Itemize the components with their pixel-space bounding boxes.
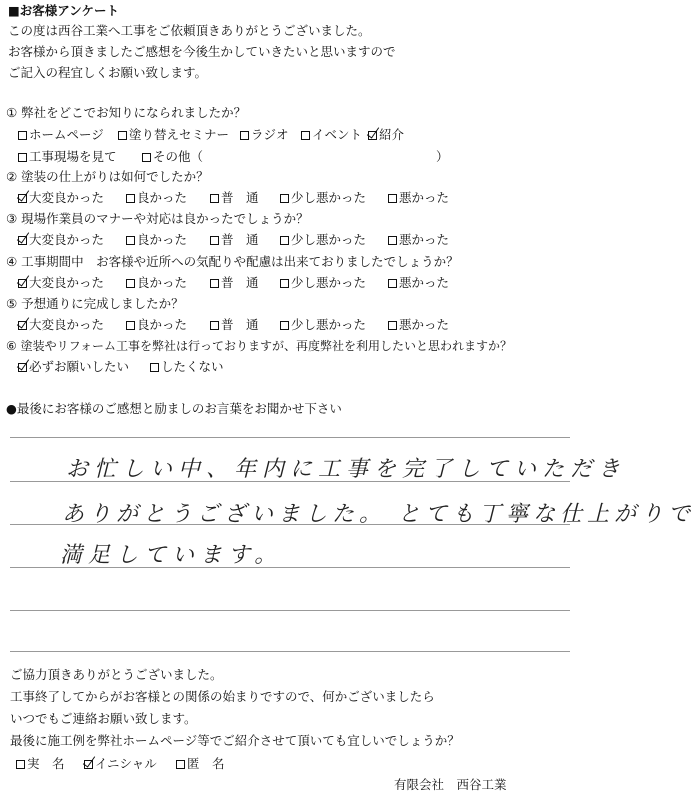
question-3: ③ 現場作業員のマナーや対応は良かったでしょうか？ (6, 211, 309, 226)
option-good[interactable]: 良かった (126, 316, 187, 334)
option-radio[interactable]: ラジオ (240, 126, 289, 144)
option-slightly-bad[interactable]: 少し悪かった (280, 274, 366, 292)
closing-line-1: ご協力頂きありがとうございました。 (10, 667, 223, 682)
handwritten-comment-line-1: お忙しい中、年内に工事を完了していただき (66, 457, 627, 482)
option-good[interactable]: 良かった (126, 189, 187, 207)
checkbox-checked[interactable] (84, 760, 93, 769)
checkbox[interactable] (176, 760, 185, 769)
checkbox[interactable] (16, 760, 25, 769)
checkbox[interactable] (126, 321, 135, 330)
option-bad[interactable]: 悪かった (388, 274, 449, 292)
checkbox[interactable] (150, 363, 159, 372)
closing-line-2: 工事終了してからがお客様との関係の始まりですので、何かございましたら (10, 689, 435, 704)
option-very-good[interactable]: 大変良かった (18, 231, 104, 249)
comment-rule (10, 651, 570, 652)
checkbox[interactable] (210, 236, 219, 245)
handwritten-comment-line-3: 満足しています。 (60, 543, 283, 568)
checkbox[interactable] (388, 194, 397, 203)
checkbox[interactable] (388, 236, 397, 245)
checkbox[interactable] (280, 321, 289, 330)
option-bad[interactable]: 悪かった (388, 231, 449, 249)
checkbox[interactable] (126, 236, 135, 245)
checkbox[interactable] (126, 194, 135, 203)
survey-title: ■お客様アンケート (8, 3, 120, 18)
question-6: ⑥ 塗装やリフォーム工事を弊社は行っておりますが、再度弊社を利用したいと思われますか？ (6, 339, 512, 353)
checkbox[interactable] (18, 153, 27, 162)
intro-line-2: お客様から頂きましたご感想を今後生かしていきたいと思いますので (8, 44, 396, 59)
option-other-close-paren: ） (436, 149, 449, 164)
checkbox[interactable] (301, 131, 310, 140)
option-homepage[interactable]: ホームページ (18, 126, 104, 144)
option-average[interactable]: 普 通 (210, 231, 259, 249)
option-very-good[interactable]: 大変良かった (18, 189, 104, 207)
checkbox[interactable] (240, 131, 249, 140)
option-very-good[interactable]: 大変良かった (18, 274, 104, 292)
question-1: ① 弊社をどこでお知りになられましたか？ (6, 105, 247, 120)
comment-rule (10, 610, 570, 611)
option-referral[interactable]: 紹介 (368, 126, 404, 144)
checkbox[interactable] (280, 194, 289, 203)
checkbox[interactable] (118, 131, 127, 140)
option-average[interactable]: 普 通 (210, 274, 259, 292)
checkbox[interactable] (142, 153, 151, 162)
closing-line-4: 最後に施工例を弊社ホームページ等でご紹介させて頂いても宜しいでしょうか？ (10, 733, 460, 748)
checkbox-checked[interactable] (18, 194, 27, 203)
option-initials[interactable]: イニシャル (84, 755, 157, 773)
option-seminar[interactable]: 塗り替えセミナー (118, 126, 229, 144)
question-4: ④ 工事期間中 お客様や近所への気配りや配慮は出来ておりましたでしょうか？ (6, 254, 459, 269)
option-bad[interactable]: 悪かった (388, 316, 449, 334)
intro-line-3: ご記入の程宜しくお願い致します。 (8, 65, 208, 80)
option-slightly-bad[interactable]: 少し悪かった (280, 316, 366, 334)
comment-rule (10, 437, 570, 438)
option-good[interactable]: 良かった (126, 274, 187, 292)
checkbox[interactable] (210, 279, 219, 288)
checkbox[interactable] (388, 279, 397, 288)
option-site-visit[interactable]: 工事現場を見て (18, 148, 117, 166)
option-anonymous[interactable]: 匿 名 (176, 755, 225, 773)
question-2: ② 塗装の仕上がりは如何でしたか？ (6, 169, 209, 184)
comments-heading: ●最後にお客様のご感想と励ましのお言葉をお聞かせ下さい (6, 401, 342, 416)
checkbox-checked[interactable] (18, 279, 27, 288)
option-very-good[interactable]: 大変良かった (18, 316, 104, 334)
checkbox-checked[interactable] (18, 363, 27, 372)
checkbox[interactable] (18, 131, 27, 140)
option-average[interactable]: 普 通 (210, 316, 259, 334)
checkbox-checked[interactable] (18, 236, 27, 245)
checkbox[interactable] (210, 321, 219, 330)
handwritten-comment-line-2: ありがとうございました。 とても丁寧な仕上がりで (62, 502, 695, 527)
checkbox[interactable] (388, 321, 397, 330)
company-signature: 有限会社 西谷工業 (394, 777, 507, 792)
intro-line-1: この度は西谷工業へ工事をご依頼頂きありがとうございました。 (8, 23, 371, 38)
option-slightly-bad[interactable]: 少し悪かった (280, 231, 366, 249)
checkbox-checked[interactable] (368, 131, 377, 140)
option-other[interactable]: その他（ (142, 148, 203, 166)
checkbox[interactable] (210, 194, 219, 203)
option-good[interactable]: 良かった (126, 231, 187, 249)
option-no[interactable]: したくない (150, 358, 224, 376)
checkbox[interactable] (126, 279, 135, 288)
option-average[interactable]: 普 通 (210, 189, 259, 207)
option-event[interactable]: イベント (301, 126, 362, 144)
checkbox[interactable] (280, 279, 289, 288)
question-5: ⑤ 予想通りに完成しましたか？ (6, 296, 184, 311)
closing-line-3: いつでもご連絡お願い致します。 (10, 711, 197, 726)
checkbox[interactable] (280, 236, 289, 245)
option-definitely[interactable]: 必ずお願いしたい (18, 358, 129, 376)
option-slightly-bad[interactable]: 少し悪かった (280, 189, 366, 207)
option-real-name[interactable]: 実 名 (16, 755, 65, 773)
option-bad[interactable]: 悪かった (388, 189, 449, 207)
checkbox-checked[interactable] (18, 321, 27, 330)
